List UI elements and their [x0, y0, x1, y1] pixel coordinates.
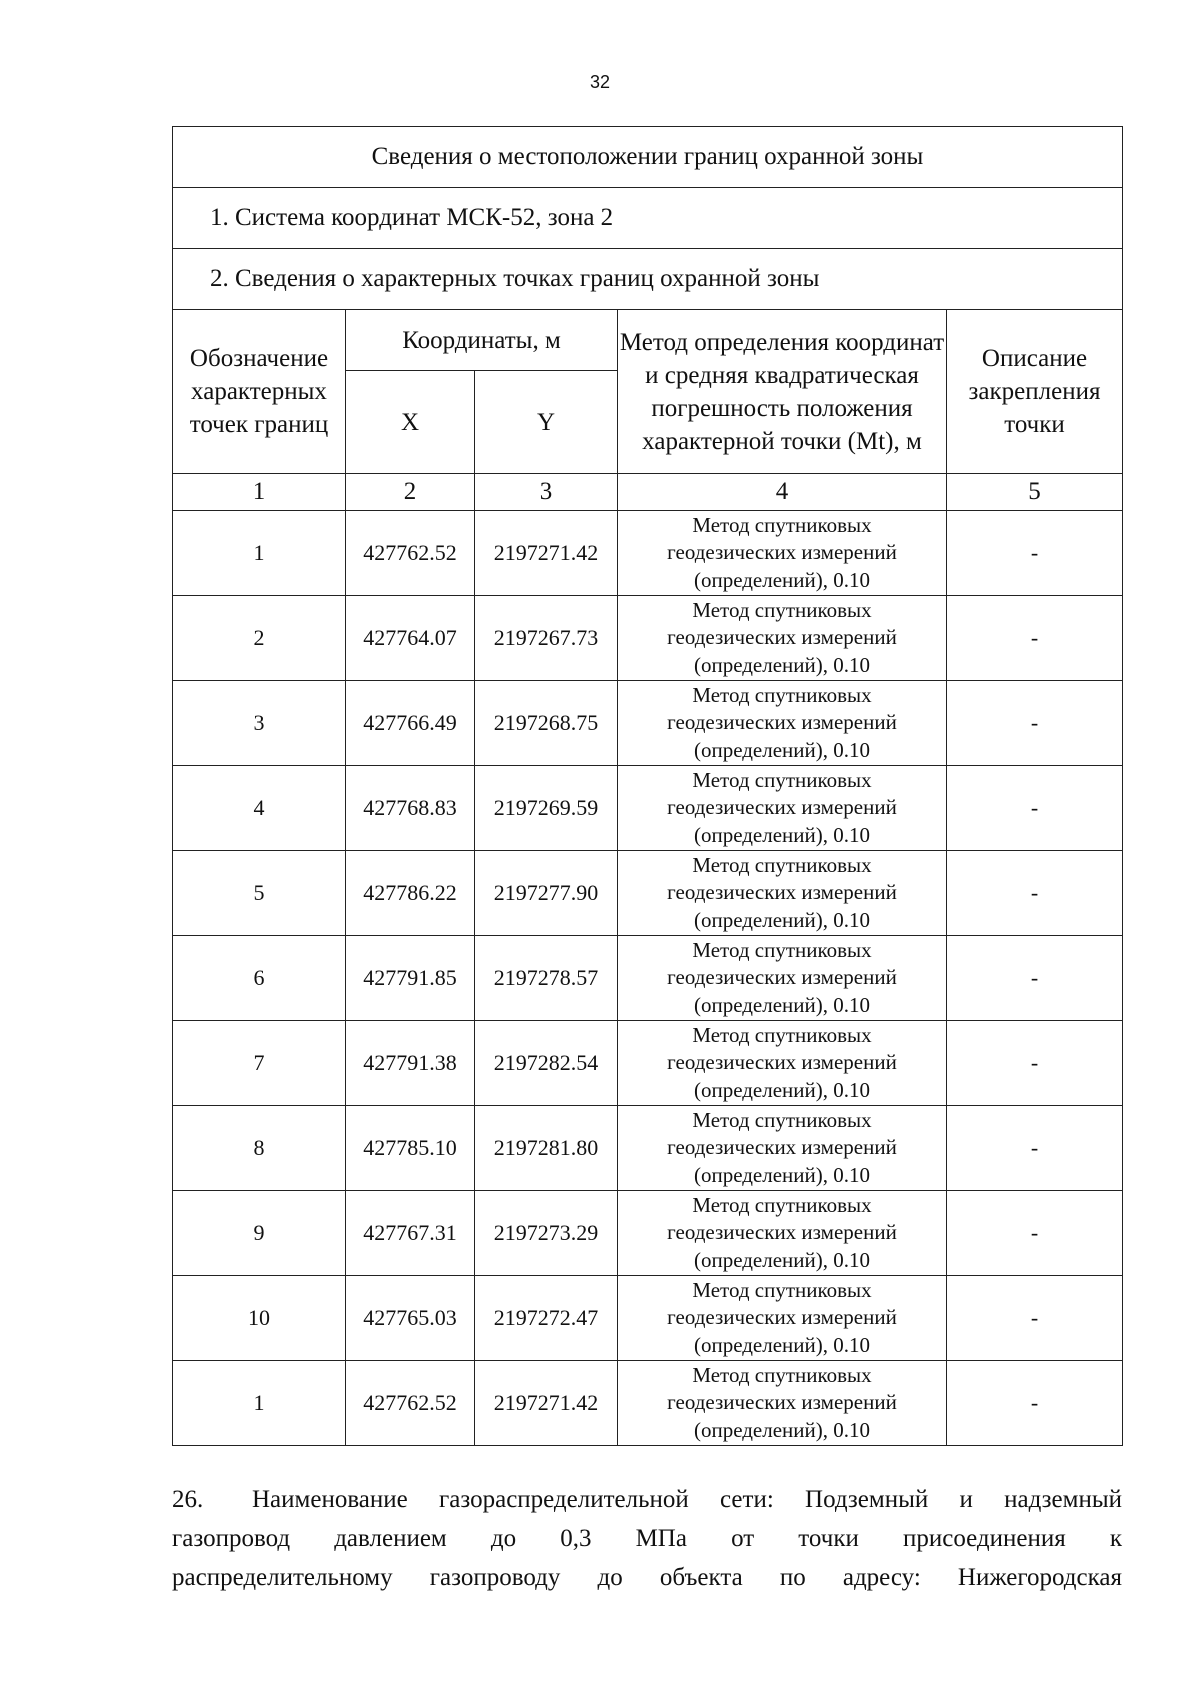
description-cell: - [947, 936, 1123, 1021]
point-cell: 2 [173, 596, 346, 681]
method-line: Метод спутниковых [692, 937, 872, 962]
x-cell: 427768.83 [346, 766, 475, 851]
page-number: 32 [589, 72, 611, 92]
table-row [173, 766, 1123, 851]
method-line: Метод спутниковых [692, 1192, 872, 1217]
method-cell [618, 851, 947, 936]
y-cell: 2197267.73 [475, 596, 618, 681]
table-row [173, 1191, 1123, 1276]
description-cell: - [947, 766, 1123, 851]
point-cell: 9 [173, 1191, 346, 1276]
x-cell: 427786.22 [346, 851, 475, 936]
paragraph-26 [172, 1480, 1122, 1597]
header-y: Y [475, 371, 618, 474]
column-number: 4 [618, 474, 947, 511]
method-line: геодезических измерений [667, 1220, 897, 1245]
x-cell: 427766.49 [346, 681, 475, 766]
column-number: 5 [947, 474, 1123, 511]
method-line: геодезических измерений [667, 880, 897, 905]
table-row [173, 596, 1123, 681]
column-number: 3 [475, 474, 618, 511]
x-cell: 427762.52 [346, 511, 475, 596]
method-cell [618, 596, 947, 681]
data-rows [173, 511, 1123, 1446]
method-cell [618, 1361, 947, 1446]
method-line: (определений), 0.10 [693, 1247, 871, 1272]
y-cell: 2197277.90 [475, 851, 618, 936]
table-row [173, 511, 1123, 596]
y-cell: 2197271.42 [475, 511, 618, 596]
method-line: Метод спутниковых [692, 512, 872, 537]
column-number: 2 [346, 474, 475, 511]
table-row [173, 1106, 1123, 1191]
point-cell: 5 [173, 851, 346, 936]
description-cell: - [947, 511, 1123, 596]
method-line: (определений), 0.10 [693, 992, 871, 1017]
point-cell: 1 [173, 511, 346, 596]
method-cell [618, 1191, 947, 1276]
description-cell: - [947, 1276, 1123, 1361]
y-cell: 2197272.47 [475, 1276, 618, 1361]
y-cell: 2197282.54 [475, 1021, 618, 1106]
method-line: геодезических измерений [667, 795, 897, 820]
x-cell: 427785.10 [346, 1106, 475, 1191]
x-cell: 427764.07 [346, 596, 475, 681]
header-designation: Обозначение характерных точек границ [173, 310, 346, 474]
method-cell [618, 511, 947, 596]
header-x: X [346, 371, 475, 474]
paragraph-line-1: Наименование газораспределительной сети: Подземный и надземный [252, 1486, 1122, 1513]
x-cell: 427765.03 [346, 1276, 475, 1361]
method-line: геодезических измерений [667, 540, 897, 565]
protection-zone-table [172, 126, 1123, 1446]
point-cell: 4 [173, 766, 346, 851]
point-cell: 3 [173, 681, 346, 766]
method-cell [618, 1276, 947, 1361]
description-cell: - [947, 596, 1123, 681]
method-line: геодезических измерений [667, 710, 897, 735]
method-line: Метод спутниковых [692, 1362, 872, 1387]
header-method: Метод определения координат и средняя квадратическая погрешность положения характерной точки (Mt), м [618, 310, 947, 474]
method-cell [618, 766, 947, 851]
y-cell: 2197281.80 [475, 1106, 618, 1191]
method-line: геодезических измерений [667, 1050, 897, 1075]
method-line: (определений), 0.10 [693, 652, 871, 677]
table-row [173, 851, 1123, 936]
description-cell: - [947, 1191, 1123, 1276]
method-line: (определений), 0.10 [693, 1417, 871, 1442]
method-line: Метод спутниковых [692, 852, 872, 877]
method-line: (определений), 0.10 [693, 1332, 871, 1357]
x-cell: 427767.31 [346, 1191, 475, 1276]
method-line: (определений), 0.10 [693, 1077, 871, 1102]
method-line: Метод спутниковых [692, 1022, 872, 1047]
paragraph-line [172, 1480, 1122, 1519]
y-cell: 2197269.59 [475, 766, 618, 851]
table-row [173, 1361, 1123, 1446]
header-description: Описание закрепления точки [947, 310, 1123, 474]
header-coordinates: Координаты, м [346, 310, 618, 371]
table-row [173, 936, 1123, 1021]
points-section-line: 2. Сведения о характерных точках границ охранной зоны [173, 249, 1123, 310]
y-cell: 2197268.75 [475, 681, 618, 766]
x-cell: 427791.38 [346, 1021, 475, 1106]
method-cell [618, 1021, 947, 1106]
x-cell: 427762.52 [346, 1361, 475, 1446]
paragraph-number: 26. [172, 1486, 204, 1513]
method-line: геодезических измерений [667, 625, 897, 650]
point-cell: 8 [173, 1106, 346, 1191]
method-line: (определений), 0.10 [693, 737, 871, 762]
method-line: (определений), 0.10 [693, 822, 871, 847]
method-cell [618, 936, 947, 1021]
column-number: 1 [173, 474, 346, 511]
method-line: Метод спутниковых [692, 1107, 872, 1132]
method-line: геодезических измерений [667, 1390, 897, 1415]
table-row [173, 1276, 1123, 1361]
table-row [173, 681, 1123, 766]
y-cell: 2197271.42 [475, 1361, 618, 1446]
method-line: Метод спутниковых [692, 682, 872, 707]
x-cell: 427791.85 [346, 936, 475, 1021]
method-line: геодезических измерений [667, 965, 897, 990]
description-cell: - [947, 1021, 1123, 1106]
method-line: геодезических измерений [667, 1305, 897, 1330]
method-line: (определений), 0.10 [693, 1162, 871, 1187]
paragraph-line-3: распределительному газопроводу до объекта по адресу: Нижегородская [172, 1564, 1122, 1591]
description-cell: - [947, 851, 1123, 936]
point-cell: 1 [173, 1361, 346, 1446]
method-cell [618, 681, 947, 766]
point-cell: 10 [173, 1276, 346, 1361]
point-cell: 7 [173, 1021, 346, 1106]
table-title: Сведения о местоположении границ охранной зоны [173, 127, 1123, 188]
y-cell: 2197278.57 [475, 936, 618, 1021]
point-cell: 6 [173, 936, 346, 1021]
method-line: (определений), 0.10 [693, 567, 871, 592]
paragraph-line-2: газопровод давлением до 0,3 МПа от точки присоединения к [172, 1525, 1122, 1552]
coordinate-system-line: 1. Система координат МСК-52, зона 2 [173, 188, 1123, 249]
method-line: Метод спутниковых [692, 767, 872, 792]
description-cell: - [947, 681, 1123, 766]
method-line: (определений), 0.10 [693, 907, 871, 932]
method-line: геодезических измерений [667, 1135, 897, 1160]
method-line: Метод спутниковых [692, 597, 872, 622]
y-cell: 2197273.29 [475, 1191, 618, 1276]
description-cell: - [947, 1361, 1123, 1446]
table-row [173, 1021, 1123, 1106]
description-cell: - [947, 1106, 1123, 1191]
method-line: Метод спутниковых [692, 1277, 872, 1302]
column-number-row [173, 474, 1123, 511]
method-cell [618, 1106, 947, 1191]
